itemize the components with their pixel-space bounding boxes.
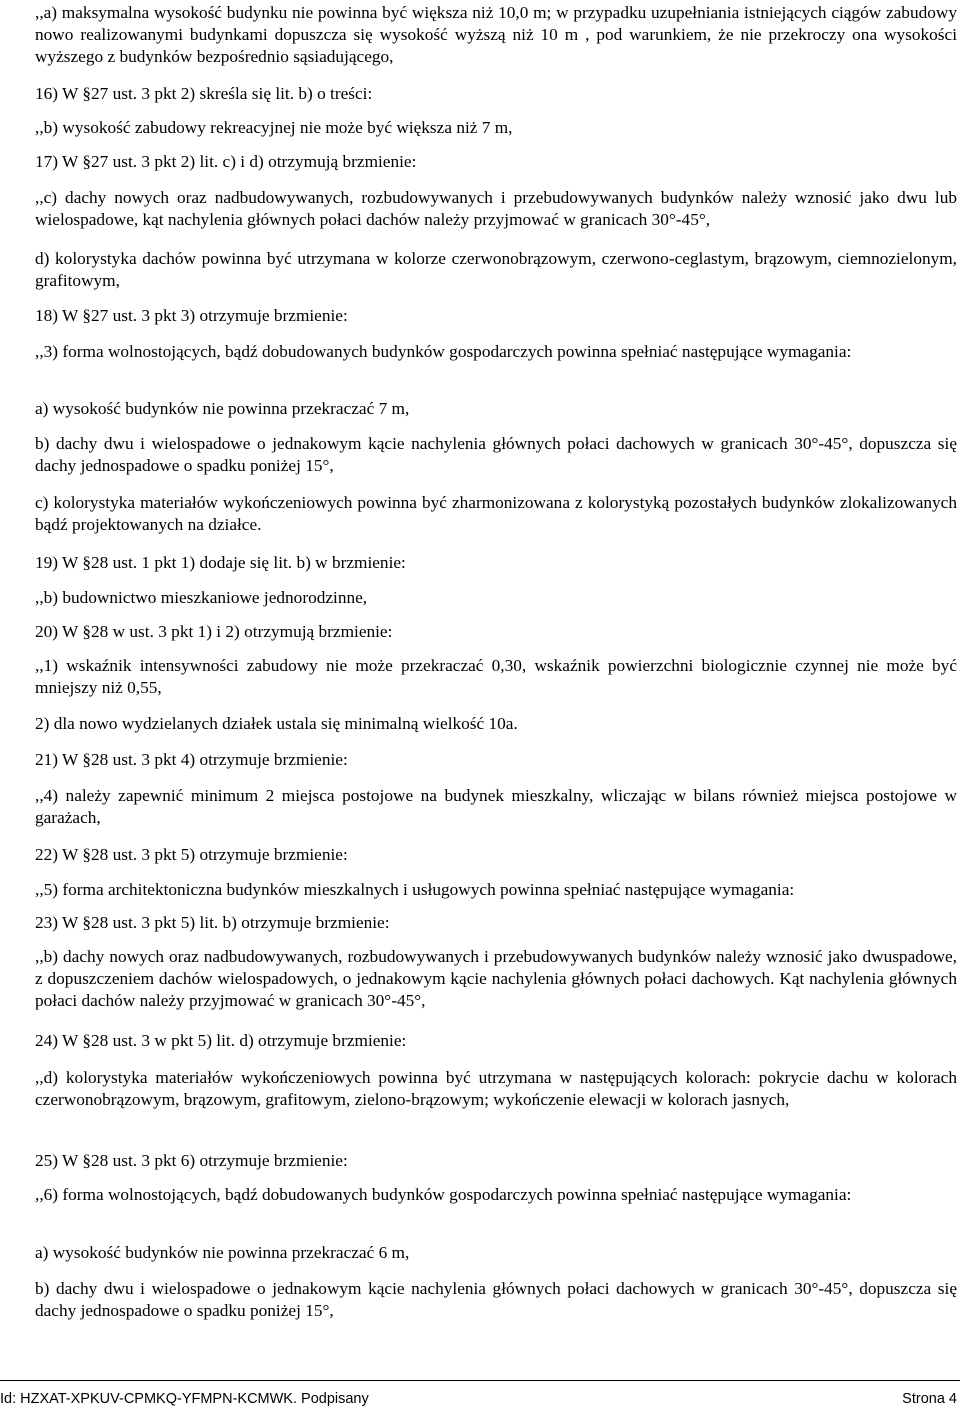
paragraph-3: ,,b) wysokość zabudowy rekreacyjnej nie może być większa niż 7 m, xyxy=(35,118,513,137)
paragraph-15: ,,1) wskaźnik intensywności zabudowy nie może przekraczać 0,30, wskaźnik powierzchni biologicznie czynnej nie może być mniejszy niż 0,55, xyxy=(35,656,957,697)
paragraph-4: 17) W §27 ust. 3 pkt 2) lit. c) i d) otrzymują brzmienie: xyxy=(35,152,417,171)
paragraph-9: a) wysokość budynków nie powinna przekraczać 7 m, xyxy=(35,399,410,418)
paragraph-17: 21) W §28 ust. 3 pkt 4) otrzymuje brzmienie: xyxy=(35,750,348,769)
paragraph-12: 19) W §28 ust. 1 pkt 1) dodaje się lit. b) w brzmienie: xyxy=(35,553,406,572)
footer-divider xyxy=(0,1380,960,1381)
paragraph-5: ,,c) dachy nowych oraz nadbudowywanych, rozbudowywanych i przebudowywanych budynków należy wznosić jako dwu lub wielospadowe, kąt nachylenia głównych połaci dachów należy przyjmować w granicach 30°-45°, xyxy=(35,188,957,229)
paragraph-21: 23) W §28 ust. 3 pkt 5) lit. b) otrzymuje brzmienie: xyxy=(35,913,390,932)
paragraph-7: 18) W §27 ust. 3 pkt 3) otrzymuje brzmienie: xyxy=(35,306,348,325)
paragraph-23: 24) W §28 ust. 3 w pkt 5) lit. d) otrzymuje brzmienie: xyxy=(35,1031,407,1050)
paragraph-10: b) dachy dwu i wielospadowe o jednakowym kącie nachylenia głównych połaci dachowych w granicach 30°-45°, dopuszcza się dachy jednospadowe o spadku poniżej 15°, xyxy=(35,434,957,475)
paragraph-13: ,,b) budownictwo mieszkaniowe jednorodzinne, xyxy=(35,588,368,607)
footer-document-id: Id: HZXAT-XPKUV-CPMKQ-YFMPN-KCMWK. Podpisany xyxy=(0,1391,369,1407)
paragraph-28: b) dachy dwu i wielospadowe o jednakowym kącie nachylenia głównych połaci dachowych w granicach 30°-45°, dopuszcza się dachy jednospadowe o spadku poniżej 15°, xyxy=(35,1279,957,1320)
paragraph-24: ,,d) kolorystyka materiałów wykończeniowych powinna być utrzymana w następujących kolorach: pokrycie dachu w kolorach czerwonobrązowym, brązowym, grafitowym, zielono-brązowym; wykończenie elewacji w kolorach jasnych, xyxy=(35,1068,957,1109)
footer-page-number: Strona 4 xyxy=(902,1391,957,1407)
paragraph-14: 20) W §28 w ust. 3 pkt 1) i 2) otrzymują brzmienie: xyxy=(35,622,393,641)
paragraph-18: ,,4) należy zapewnić minimum 2 miejsca postojowe na budynek mieszkalny, wliczając w bilans również miejsca postojowe w garażach, xyxy=(35,786,957,827)
paragraph-1: ,,a) maksymalna wysokość budynku nie powinna być większa niż 10,0 m; w przypadku uzupełniania istniejących ciągów zabudowy nowo realizowanymi budynkami dopuszcza się wysokość wyższą niż 10 m , pod warunkiem, że nie przekroczy ona wysokości wyższego z budynków bezpośrednio sąsiadującego, xyxy=(35,3,957,66)
paragraph-19: 22) W §28 ust. 3 pkt 5) otrzymuje brzmienie: xyxy=(35,845,348,864)
paragraph-16: 2) dla nowo wydzielanych działek ustala się minimalną wielkość 10a. xyxy=(35,714,518,733)
paragraph-25: 25) W §28 ust. 3 pkt 6) otrzymuje brzmienie: xyxy=(35,1151,348,1170)
paragraph-2: 16) W §27 ust. 3 pkt 2) skreśla się lit. b) o treści: xyxy=(35,84,373,103)
paragraph-8: ,,3) forma wolnostojących, bądź dobudowanych budynków gospodarczych powinna spełniać następujące wymagania: xyxy=(35,342,852,361)
paragraph-6: d) kolorystyka dachów powinna być utrzymana w kolorze czerwonobrązowym, czerwono-ceglastym, brązowym, ciemnozielonym, grafitowym, xyxy=(35,249,957,290)
paragraph-11: c) kolorystyka materiałów wykończeniowych powinna być zharmonizowana z kolorystyką pozostałych budynków zlokalizowanych bądź projektowanych na działce. xyxy=(35,493,957,534)
paragraph-27: a) wysokość budynków nie powinna przekraczać 6 m, xyxy=(35,1243,410,1262)
paragraph-22: ,,b) dachy nowych oraz nadbudowywanych, rozbudowywanych i przebudowywanych budynków należy wznosić jako dwuspadowe, z dopuszczeniem dachów wielospadowych, o jednakowym kącie nachylenia głównych połaci dachowych. Kąt nachylenia głównych połaci dachów należy przyjmować w granicach 30°-45°, xyxy=(35,947,957,1010)
paragraph-26: ,,6) forma wolnostojących, bądź dobudowanych budynków gospodarczych powinna spełniać następujące wymagania: xyxy=(35,1185,852,1204)
paragraph-20: ,,5) forma architektoniczna budynków mieszkalnych i usługowych powinna spełniać następujące wymagania: xyxy=(35,880,795,899)
